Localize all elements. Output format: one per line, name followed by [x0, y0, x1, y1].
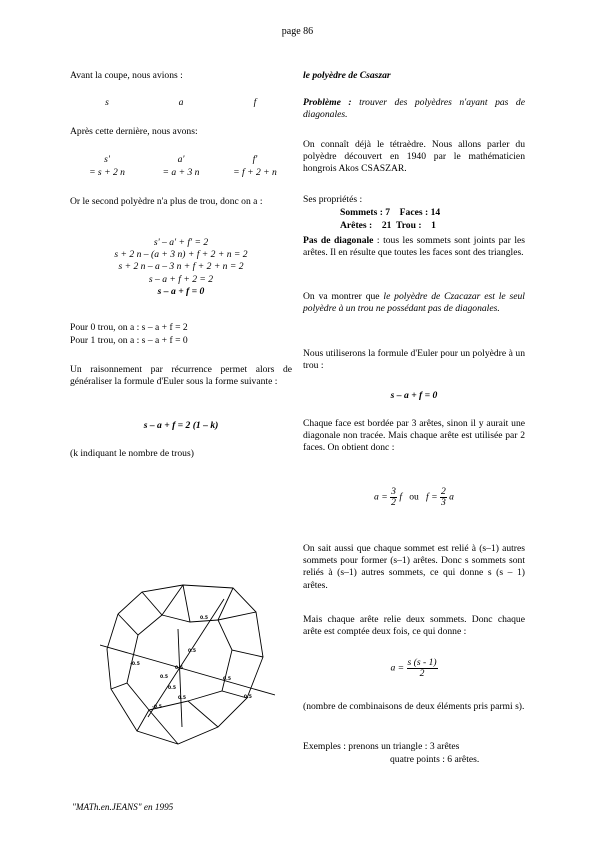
show-paragraph: [303, 291, 525, 315]
problem-text: trouver des polyèdres n'ayant pas de diagonales.: [303, 97, 525, 121]
props-line-2: Arêtes : 21 Trou : 1: [340, 220, 436, 231]
one-hole-line: Pour 1 trou, on a : s – a + f = 0: [70, 335, 188, 346]
second-intro: Or le second polyèdre n'a plus de trou, donc on a :: [70, 196, 263, 207]
left-intro: Avant la coupe, nous avions :: [70, 70, 183, 81]
no-diagonal-text: : tous les sommets sont joints par les arêtes. Il en résulte que toutes les faces sont des triangles.: [303, 235, 525, 259]
tick-labels: [130, 615, 252, 710]
tick-label-10: -0.5: [242, 695, 252, 700]
var-s-prime: s': [104, 154, 110, 165]
fraction-relation: [303, 487, 525, 508]
tick-label-9: -0.5: [152, 705, 162, 710]
var-s: s: [105, 97, 109, 108]
problem-label: Problème :: [303, 97, 352, 108]
comb-left: a =: [390, 662, 405, 674]
comb-den: 2: [419, 668, 425, 679]
sommet-paragraph: On sait aussi que chaque sommet est relié à (s–1) autres sommets pour former (s–1) arêtes. Donc s sommets sont reliés à (s–1) autres sommets, ce qui donne s (s – 1) arêtes.: [303, 543, 525, 591]
combination-formula: [303, 658, 525, 679]
after-row-bottom: [70, 167, 292, 179]
equation-4: s – a + f + 2 = 2: [148, 273, 214, 285]
axis-2: [178, 629, 182, 727]
tick-label-2: 0.5: [188, 649, 196, 654]
no-diagonal-paragraph: [303, 235, 525, 259]
var-a: a: [178, 97, 184, 108]
page-number: page 86: [281, 26, 314, 37]
edge-paragraph: Mais chaque arête relie deux sommets. Donc chaque arête est comptée deux fois, ce qui donne :: [303, 614, 525, 638]
section-title: le polyèdre de Csaszar: [303, 70, 391, 81]
fraction-3-2: [390, 487, 397, 508]
tick-label-1: 0.5: [200, 616, 208, 621]
props-line-1: Sommets : 7 Faces : 14: [340, 207, 441, 218]
equation-1: s' – a' + f' = 2: [153, 237, 209, 248]
expr-f: = f + 2 + n: [233, 167, 277, 178]
zero-hole-line: Pour 0 trou, on a : s – a + f = 2: [70, 322, 188, 333]
euler-one-hole-eq: s – a + f = 0: [390, 390, 438, 401]
frac-f-den: 3: [440, 497, 446, 508]
combination-note: (nombre de combinaisons de deux éléments pris parmi s).: [303, 701, 525, 712]
example-line-1: Exemples : prenons un triangle : 3 arêtes: [303, 741, 460, 752]
footer-text: "MATh.en.JEANS" en 1995: [72, 802, 174, 812]
var-f: f: [253, 97, 257, 108]
problem-statement: [303, 97, 525, 121]
frac-ou: ou: [409, 491, 419, 503]
var-f-prime: f': [252, 154, 258, 165]
frac-f-var: a: [449, 491, 454, 503]
before-row: [70, 97, 292, 109]
tick-label-3: 0.5: [175, 666, 183, 671]
known-paragraph: On connaît déjà le tétraèdre. Nous allons parler du polyèdre découvert en 1940 par le mathématicien hongrois Akos CSASZAR.: [303, 139, 525, 175]
frac-f-num: 2: [440, 486, 446, 497]
comb-fraction: [407, 658, 438, 679]
axes: [100, 599, 275, 727]
props-intro: Ses propriétés :: [303, 194, 363, 205]
frac-a-den: 2: [391, 497, 396, 508]
face-paragraph: Chaque face est bordée par 3 arêtes, sinon il y aurait une diagonale non tracée. Mais chaque arête est utilisée par 2 faces. On obtient donc :: [303, 418, 525, 454]
equation-2: s + 2 n – (a + 3 n) + f + 2 + n = 2: [114, 249, 248, 261]
tick-label-5: 0.5: [168, 686, 176, 691]
var-a-prime: a': [177, 154, 185, 165]
k-note: (k indiquant le nombre de trous): [70, 448, 194, 459]
frac-a-var: f: [399, 491, 402, 503]
expr-s: = s + 2 n: [89, 167, 125, 178]
no-diagonal-label: Pas de diagonale: [303, 235, 374, 246]
frac-a-num: 3: [391, 486, 396, 497]
after-intro: Après cette dernière, nous avons:: [70, 126, 198, 137]
frac-a-left: a =: [374, 491, 388, 503]
tick-label-4: 0.5: [160, 675, 168, 680]
csaszar-polyhedron-figure: [100, 577, 275, 757]
equation-3: s + 2 n – a – 3 n + f + 2 + n = 2: [118, 261, 244, 273]
expr-a: = a + 3 n: [162, 167, 200, 178]
equation-block: [70, 237, 292, 298]
equation-final: s – a + f = 0: [157, 285, 205, 297]
euler-intro: Nous utiliserons la formule d'Euler pour un polyèdre à un trou :: [303, 348, 525, 372]
show-intro: On va montrer que: [303, 291, 384, 302]
example-line-2: quatre points : 6 arêtes.: [390, 754, 480, 765]
tick-label-8: -0.5: [130, 662, 140, 667]
comb-num: s (s - 1): [407, 657, 437, 668]
frac-f-left: f =: [426, 491, 438, 503]
fraction-2-3: [440, 487, 447, 508]
tick-label-6: 0.5: [178, 696, 186, 701]
euler-general-formula: s – a + f = 2 (1 – k): [143, 420, 219, 431]
after-row-top: [70, 154, 292, 166]
recurrence-paragraph: Un raisonnement par récurrence permet alors de généraliser la formule d'Euler sous la forme suivante :: [70, 364, 292, 388]
show-claim: le polyèdre de Czacazar est le seul polyèdre à un trou ne possédant pas de diagonales.: [303, 291, 525, 315]
tick-label-7: 0.5: [223, 677, 231, 682]
